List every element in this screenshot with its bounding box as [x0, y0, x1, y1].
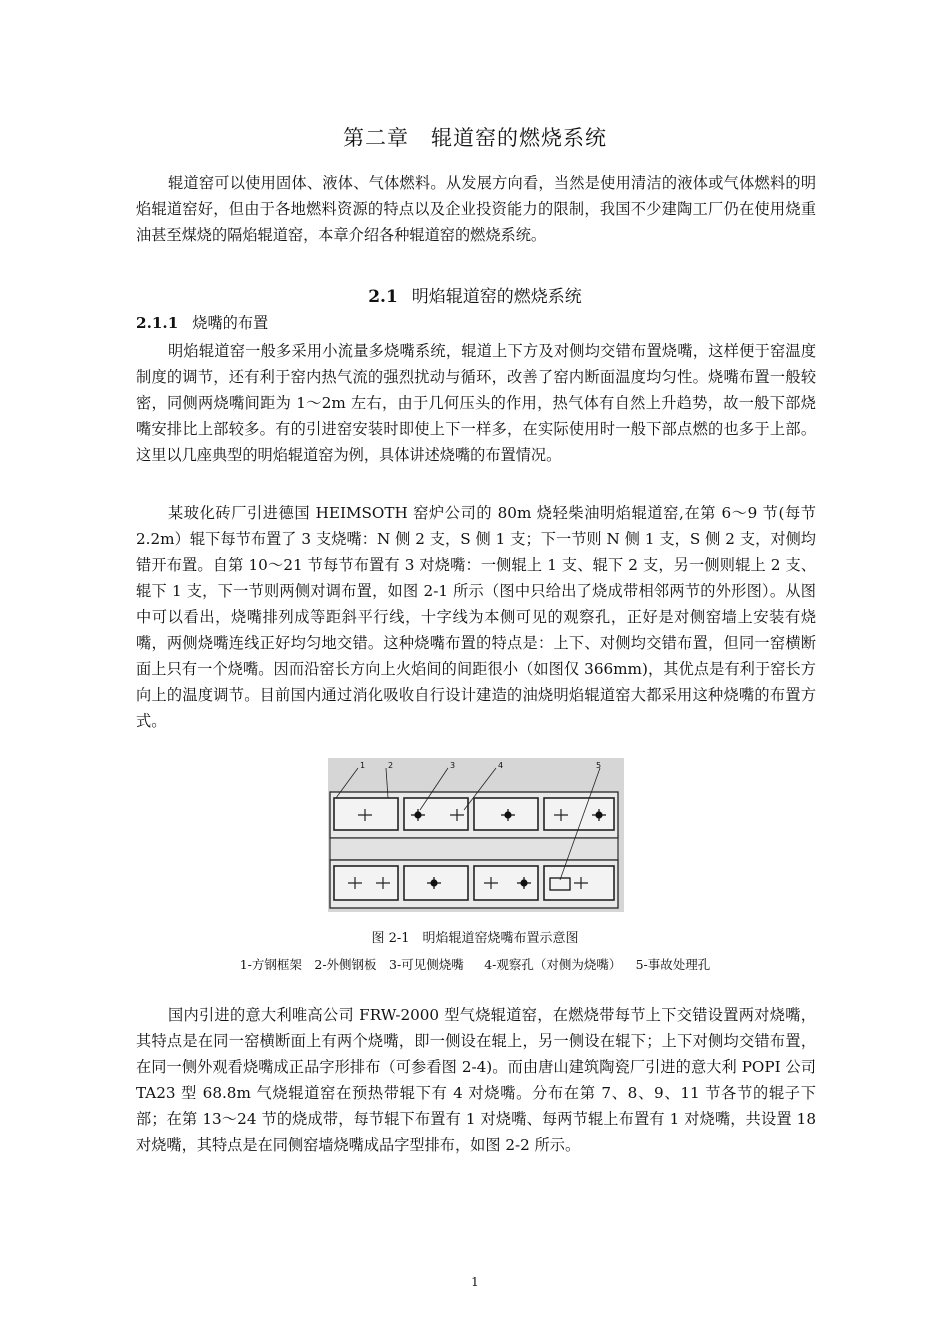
section-title-text: 明焰辊道窑的燃烧系统 — [411, 287, 582, 307]
figure-callout: 5 — [596, 761, 602, 770]
chapter-title: 第二章 辊道窑的燃烧系统 — [343, 126, 607, 150]
figure-caption: 图 2-1 明焰辊道窑烧嘴布置示意图 — [371, 931, 579, 946]
intro-paragraph: 辊道窑可以使用固体、液体、气体燃料。从发展方向看，当然是使用清洁的液体或气体燃料的明焰辊道窑好，但由于各地燃料资源的特点以及企业投资能力的限制，我国不少建陶工厂仍在使用烧重油甚至煤烧的隔焰辊道窑，本章介绍各种辊道窑的燃烧系统。 — [136, 174, 816, 244]
body-paragraph: 明焰辊道窑一般多采用小流量多烧嘴系统，辊道上下方及对侧均交错布置烧嘴，这样便于窑温度制度的调节，还有利于窑内热气流的强烈扰动与循环，改善了窑内断面温度均匀性。烧嘴布置一般较密，同侧两烧嘴间距为 1～2m 左右，由于几何压头的作用，热气体有自然上升趋势，故一般下部烧嘴安排比上部较多。有的引进窑安装时即使上下一样多，在实际使用时一般下部点燃的也多于上部。这里以几座典型的明焰辊道窑为例，具体讲述烧嘴的布置情况。 — [136, 342, 816, 464]
subsection-title-text: 烧嘴的布置 — [192, 314, 269, 332]
figure-callout: 1 — [360, 761, 366, 770]
subsection-heading — [136, 312, 268, 333]
figure-legend: 1-方钢框架 2-外侧钢板 3-可见侧烧嘴 4-观察孔（对侧为烧嘴） 5-事故处理孔 — [239, 957, 711, 972]
burner-layout-diagram — [328, 758, 624, 912]
subsection-number: 2.1.1 — [136, 314, 179, 332]
page-number: 1 — [471, 1275, 479, 1289]
figure-callout: 3 — [450, 761, 456, 770]
body-paragraph: 某玻化砖厂引进德国 HEIMSOTH 窑炉公司的 80m 烧轻柴油明焰辊道窑,在第 6～9 节(每节 2.2m）辊下每节布置了 3 支烧嘴：N 侧 2 支，S 侧 1 支；下一节则 N 侧 1 支，S 侧 2 支，对侧均错开布置。自第 10～21 节每节布置有 3 对烧嘴：一侧辊上 1 支、辊下 2 支，另一侧则辊上 2 支、辊下 1 支，下一节则两侧对调布置，如图 2-1 所示（图中只给出了烧成带相邻两节的外形图）。从图中可以看出，烧嘴排列成等距斜平行线，十字线为本侧可见的观察孔，正好是对侧窑墙上安装有烧嘴，两侧烧嘴连线正好均匀地交错。这种烧嘴布置的特点是：上下、对侧均交错布置，但同一窑横断面上只有一个烧嘴。因而沿窑长方向上火焰间的间距很小（如图仅 366mm)，其优点是有利于窑长方向上的温度调节。目前国内通过消化吸收自行设计建造的油烧明焰辊道窑大都采用这种烧嘴的布置方式。 — [136, 504, 816, 730]
body-paragraph: 国内引进的意大利唯高公司 FRW-2000 型气烧辊道窑，在燃烧带每节上下交错设置两对烧嘴，其特点是在同一窑横断面上有两个烧嘴，即一侧设在辊上，另一侧设在辊下；上下对侧均交错布置，在同一侧外观看烧嘴成正品字形排布（可参看图 2-4)。而由唐山建筑陶瓷厂引进的意大利 POPI 公司 TA23 型 68.8m 气烧辊道窑在预热带辊下有 4 对烧嘴。分布在第 7、8、9、11 节各节的辊子下部；在第 13～24 节的烧成带，每节辊下布置有 1 对烧嘴、每两节辊上布置有 1 对烧嘴，共设置 18 对烧嘴，其特点是在同侧窑墙烧嘴成品字型排布，如图 2-2 所示。 — [136, 1006, 816, 1154]
figure-callout: 2 — [388, 761, 394, 770]
figure-callout: 4 — [498, 761, 504, 770]
burner-layout-figure — [328, 758, 624, 912]
section-heading — [0, 282, 950, 307]
section-number: 2.1 — [368, 287, 398, 307]
